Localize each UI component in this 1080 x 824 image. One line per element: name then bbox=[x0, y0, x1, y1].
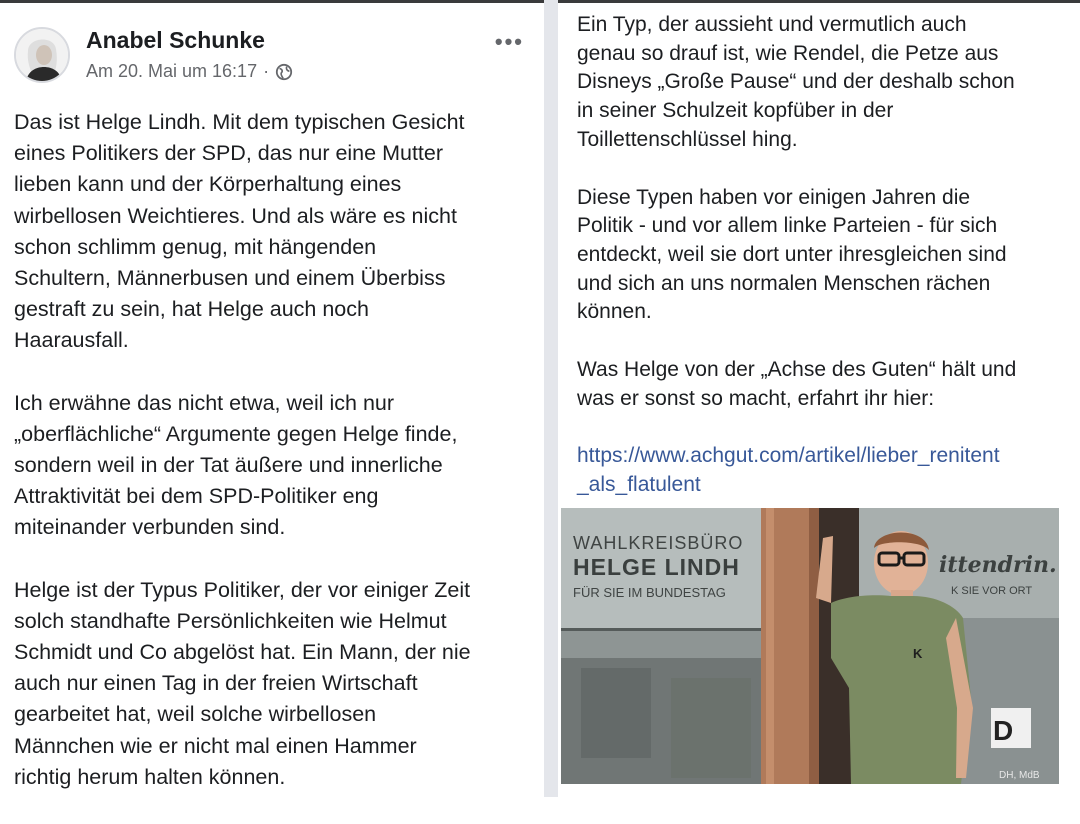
post-paragraph: Ein Typ, der aussieht und vermutlich auch genau so drauf ist, wie Rendel, die Petze aus Disneys „Große Pause“ und der deshalb schon in seiner Schulzeit kopfüber in der Toillettenschlüssel hing. bbox=[577, 13, 1015, 151]
post-header bbox=[14, 23, 524, 93]
right-sign-subtext: K SIE VOR ORT bbox=[951, 585, 1033, 597]
post-paragraph: Was Helge von der „Achse des Guten“ hält und was er sonst so macht, erfahrt ihr hier: bbox=[577, 358, 1017, 410]
post-photo[interactable] bbox=[561, 508, 1059, 784]
meta-separator: · bbox=[263, 61, 270, 81]
globe-icon bbox=[275, 63, 293, 81]
avatar[interactable] bbox=[14, 27, 70, 83]
post-right-pane bbox=[558, 3, 1080, 797]
shirt-logo: K bbox=[913, 646, 923, 661]
column-divider bbox=[544, 0, 558, 797]
right-sign-text: ittendrin. bbox=[939, 552, 1057, 578]
post-left-pane bbox=[0, 3, 544, 797]
post-timestamp[interactable]: Am 20. Mai um 16:17 bbox=[86, 61, 258, 81]
corner-caption: DH, MdB bbox=[999, 770, 1040, 781]
avatar-image bbox=[16, 29, 68, 81]
post-paragraph: Helge ist der Typus Politiker, der vor einiger Zeit solch standhafte Persönlichkeiten wie Helmut Schmidt und Co abgelöst hat. Ein Mann, der nie auch nur einen Tag in der freien Wirtschaft gearbeitet hat, weil solche wirbellosen Männchen wie er nicht mal einen Hammer richtig herum halten können. bbox=[14, 577, 471, 789]
post-paragraph: Ich erwähne das nicht etwa, weil ich nur „oberflächliche“ Argumente gegen Helge finde, sondern weil in der Tat äußere und innerliche Attraktivität bei dem SPD-Politiker eng miteinander verbunden sind. bbox=[14, 390, 458, 540]
post-body-right bbox=[577, 11, 1077, 500]
author-name[interactable]: Anabel Schunke bbox=[86, 27, 265, 53]
more-options-icon[interactable]: ••• bbox=[494, 29, 524, 54]
sign-line-3: FÜR SIE IM BUNDESTAG bbox=[573, 585, 726, 600]
post-meta bbox=[86, 61, 293, 82]
sign-line-1: WAHLKREISBÜRO bbox=[573, 533, 744, 553]
post-paragraph: Das ist Helge Lindh. Mit dem typischen Gesicht eines Politikers der SPD, das nur eine Mutter lieben kann und der Körperhaltung eines wirbellosen Weichtieres. Und als wäre es nicht schon schlimm genug, mit hängenden Schultern, Männerbusen und einem Überbiss gestraft zu sein, hat Helge auch noch Haarausfall. bbox=[14, 110, 465, 353]
door-letter: D bbox=[993, 715, 1014, 746]
office-photo-illustration bbox=[561, 508, 1059, 784]
article-link[interactable]: https://www.achgut.com/artikel/lieber_renitent _als_flatulent bbox=[577, 444, 1000, 497]
post-paragraph: Diese Typen haben vor einigen Jahren die Politik - und vor allem linke Parteien - für sich entdeckt, weil sie dort unter ihresgleichen sind und sich an uns normalen Menschen rächen können. bbox=[577, 185, 1007, 324]
sign-line-2: HELGE LINDH bbox=[573, 554, 740, 580]
post-body-left bbox=[14, 107, 534, 824]
